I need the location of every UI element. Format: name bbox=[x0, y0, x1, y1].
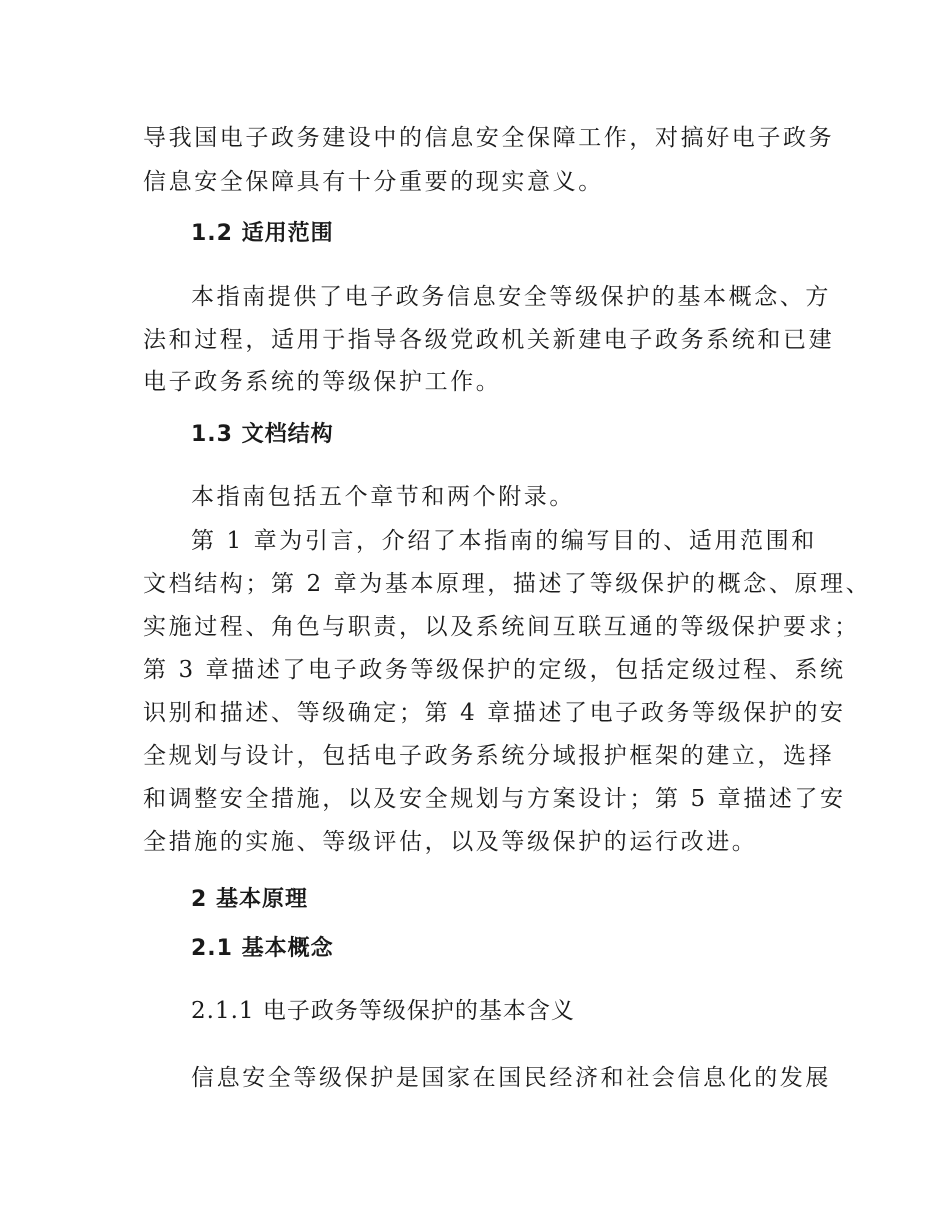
paragraph-line: 本指南提供了电子政务信息安全等级保护的基本概念、方 bbox=[191, 284, 831, 310]
paragraph-line: 识别和描述、等级确定；第 4 章描述了电子政务等级保护的安 bbox=[143, 700, 846, 726]
paragraph-line: 实施过程、角色与职责，以及系统间互联互通的等级保护要求； bbox=[143, 614, 860, 640]
subsection-heading-2-1-1: 2.1.1 电子政务等级保护的基本含义 bbox=[191, 998, 575, 1024]
section-heading-1-2: 1.2 适用范围 bbox=[191, 221, 334, 246]
paragraph-line: 全措施的实施、等级评估，以及等级保护的运行改进。 bbox=[143, 829, 758, 855]
paragraph-line: 电子政务系统的等级保护工作。 bbox=[143, 369, 502, 395]
paragraph-line: 信息安全等级保护是国家在国民经济和社会信息化的发展 bbox=[191, 1065, 831, 1091]
paragraph-line: 本指南包括五个章节和两个附录。 bbox=[191, 484, 575, 510]
paragraph-line: 法和过程，适用于指导各级党政机关新建电子政务系统和已建 bbox=[143, 327, 835, 353]
section-heading-1-3: 1.3 文档结构 bbox=[191, 422, 334, 447]
chapter-heading-2: 2 基本原理 bbox=[191, 887, 308, 912]
paragraph-line: 导我国电子政务建设中的信息安全保障工作，对搞好电子政务 bbox=[143, 125, 835, 151]
paragraph-line: 全规划与设计，包括电子政务系统分域报护框架的建立，选择 bbox=[143, 743, 835, 769]
paragraph-line: 第 3 章描述了电子政务等级保护的定级，包括定级过程、系统 bbox=[143, 657, 846, 683]
paragraph-line: 信息安全保障具有十分重要的现实意义。 bbox=[143, 169, 604, 195]
paragraph-line: 文档结构；第 2 章为基本原理，描述了等级保护的概念、原理、 bbox=[143, 571, 872, 597]
paragraph-line: 和调整安全措施，以及安全规划与方案设计；第 5 章描述了安 bbox=[143, 786, 846, 812]
paragraph-line: 第 1 章为引言，介绍了本指南的编写目的、适用范围和 bbox=[191, 528, 817, 554]
section-heading-2-1: 2.1 基本概念 bbox=[191, 936, 334, 961]
